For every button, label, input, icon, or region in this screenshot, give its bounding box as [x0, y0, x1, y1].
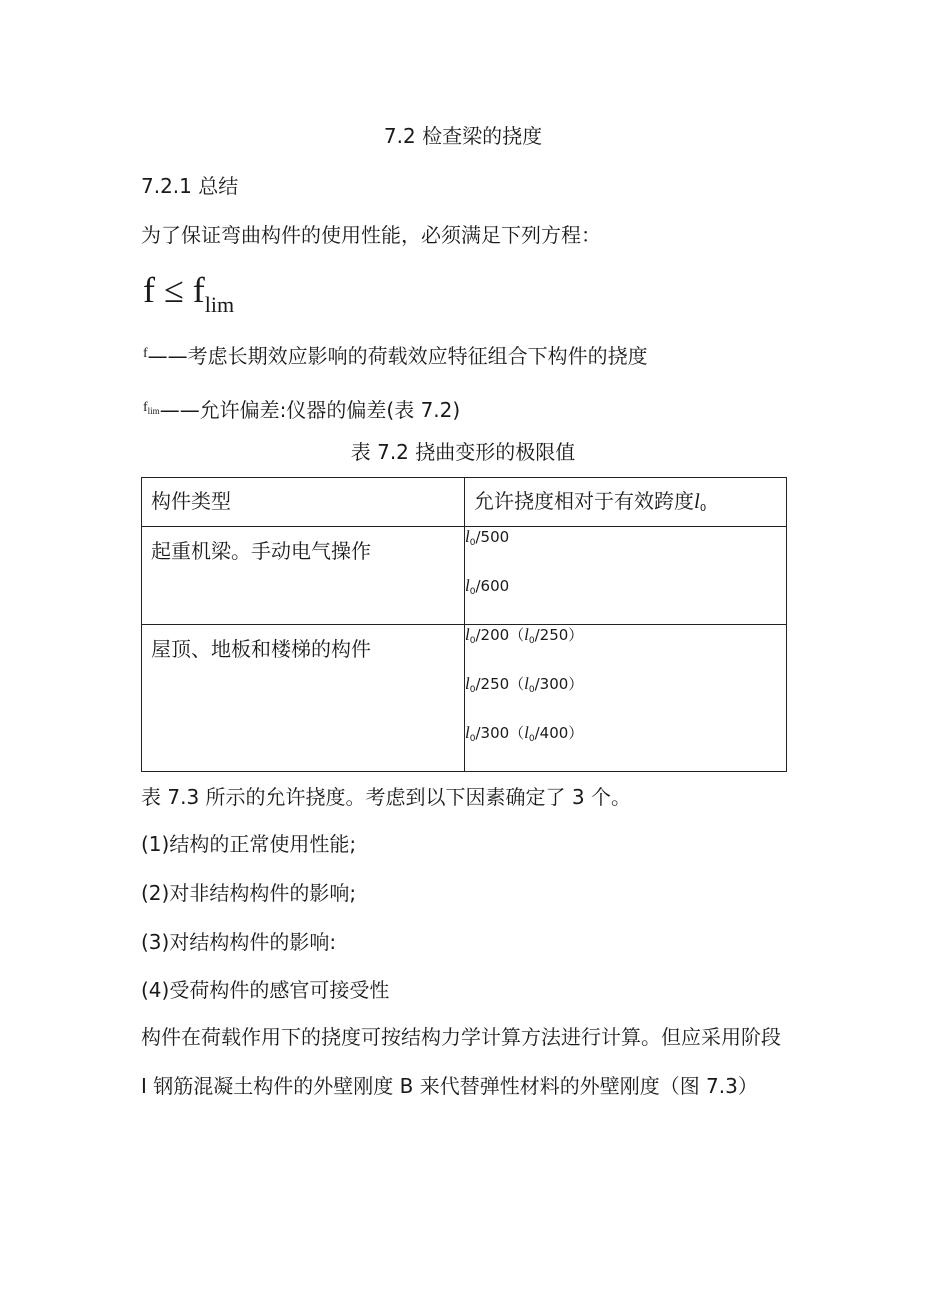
row-category: 屋顶、地板和楼梯的构件	[151, 637, 371, 661]
factor-item: (2)对非结构构件的影响;	[141, 881, 357, 905]
table-row	[142, 527, 787, 625]
row-category: 起重机梁。手动电气操作	[151, 539, 371, 563]
formula-operator: ≤	[164, 270, 184, 310]
table-header-row	[142, 478, 787, 527]
factor-item: (3)对结构构件的影响:	[141, 930, 337, 954]
intro-paragraph: 为了保证弯曲构件的使用性能，必须满足下列方程：	[141, 223, 601, 247]
limit-value: $l_0/200(l_0/250)$	[465, 625, 584, 646]
table-header-cell	[465, 478, 787, 527]
table-caption: 表 7.2 挠曲变形的极限值	[350, 440, 576, 464]
definition-symbol: flim	[143, 400, 160, 416]
deflection-limits-table	[141, 477, 787, 772]
header-allowable-deflection: 允许挠度相对于有效跨度l0	[474, 489, 707, 514]
factor-item: (1)结构的正常使用性能;	[141, 832, 357, 856]
definition-text: ——考虑长期效应影响的荷载效应特征组合下构件的挠度	[147, 344, 648, 368]
factor-item: (4)受荷构件的感官可接受性	[141, 978, 390, 1002]
table-cell	[142, 625, 465, 772]
deflection-formula	[143, 268, 234, 327]
limit-value: $l_0/300(l_0/400)$	[465, 723, 584, 744]
table-cell	[465, 527, 787, 625]
table-row	[142, 625, 787, 772]
definition-flim	[143, 396, 460, 423]
table-cell	[465, 625, 787, 772]
definition-symbol: f	[143, 346, 148, 361]
formula-rhs: f	[192, 270, 205, 310]
subsection-title: 7.2.1 总结	[141, 174, 239, 198]
limit-value: $l_0/250(l_0/300)$	[465, 674, 584, 695]
limit-value: $l_0/500$	[465, 527, 510, 548]
header-member-type: 构件类型	[151, 489, 231, 513]
definition-f	[143, 342, 648, 368]
after-table-paragraph: 表 7.3 所示的允许挠度。考虑到以下因素确定了 3 个。	[141, 785, 631, 809]
table-cell	[142, 527, 465, 625]
formula-rhs-subscript: lim	[204, 292, 235, 317]
closing-paragraph: 构件在荷载作用下的挠度可按结构力学计算方法进行计算。但应采用阶段 Ⅰ 钢筋混凝土构件的外壁刚度 B 来代替弹性材料的外壁刚度（图 7.3）	[141, 1025, 781, 1098]
formula-lhs: f	[143, 270, 155, 310]
definition-text: ——允许偏差:仪器的偏差(表 7.2)	[159, 398, 461, 422]
limit-value: $l_0/600$	[465, 576, 510, 597]
section-title: 7.2 检查梁的挠度	[383, 124, 543, 148]
table-header-cell	[142, 478, 465, 527]
